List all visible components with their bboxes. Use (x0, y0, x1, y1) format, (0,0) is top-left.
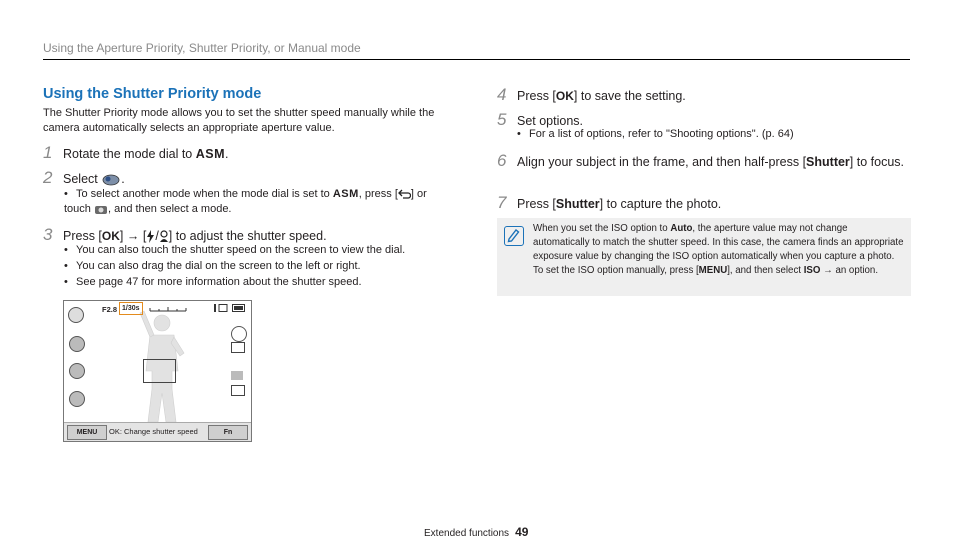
scene-icon (69, 336, 85, 352)
step-2 (43, 168, 125, 188)
step-text: Select . (63, 172, 125, 186)
back-icon (398, 189, 411, 199)
ok-button-icon: OK (101, 229, 120, 243)
section-title: Using the Shutter Priority mode (43, 86, 262, 102)
step-4 (497, 85, 686, 105)
step-3-bullets (64, 243, 454, 290)
footer-label: Extended functions (424, 528, 510, 539)
step-3 (43, 225, 327, 245)
step-number: 2 (43, 168, 53, 187)
step-number: 7 (497, 193, 507, 212)
step-1 (43, 143, 229, 163)
step-number: 1 (43, 143, 53, 162)
note-box (497, 218, 911, 296)
page-number: 49 (515, 525, 529, 539)
flash-icon (146, 230, 155, 243)
menu-button[interactable]: MENU (67, 425, 107, 440)
step-text: Press [OK] to save the setting. (517, 89, 686, 103)
step-number: 5 (497, 110, 507, 129)
flash-icon (231, 326, 247, 342)
ok-button-icon: OK (555, 89, 574, 103)
list-item: • You can also touch the shutter speed on the screen to view the dial. (64, 244, 406, 256)
metering-icon (231, 385, 245, 396)
face-detect-icon (69, 363, 85, 379)
step-text: Rotate the mode dial to ASM. (63, 147, 229, 161)
step-text: Press [OK] → [ / ] to adjust the shutter speed. (63, 229, 327, 243)
mode-icon (68, 307, 84, 323)
step-2-bullet: • To select another mode when the mode dial is set to ASM, press [ ] or touch , and then select a mode. (64, 188, 427, 215)
step-5-bullet: • For a list of options, refer to "Shooting options". (p. 64) (517, 128, 794, 140)
step-number: 6 (497, 151, 507, 170)
photo-size-icon (231, 342, 245, 353)
memory-icon (214, 304, 228, 312)
aperture-value: F2.8 (102, 305, 118, 314)
step-6 (497, 151, 907, 171)
step-text: Press [Shutter] to capture the photo. (517, 197, 722, 211)
fn-button[interactable]: Fn (208, 425, 248, 440)
shutter-key: Shutter (555, 197, 600, 211)
step-number: 3 (43, 225, 53, 244)
smart-filter-icon (69, 391, 85, 407)
focus-frame (143, 359, 176, 383)
note-text: When you set the ISO option to Auto, the aperture value may not change automatically to match the shutter speed. In this case, the camera finds an appropriate exposure value by changing the ISO option automatically when you capture a photo. To set the ISO option manually, press [MENU], and then select ISO → an option. (533, 223, 904, 276)
step-text: Set options. (517, 114, 584, 128)
shutter-priority-mode-icon (101, 173, 121, 186)
list-item: • You can also drag the dial on the screen to the left or right. (64, 260, 361, 272)
timer-icon (159, 230, 169, 243)
mode-icon (94, 204, 108, 215)
page-footer (424, 525, 528, 539)
ois-icon (231, 371, 243, 380)
shutter-key: Shutter (806, 155, 850, 169)
step-number: 4 (497, 85, 507, 104)
camera-screen (63, 300, 252, 442)
mode-asm-icon: ASM (332, 188, 359, 200)
camera-bottom-bar (64, 422, 251, 441)
menu-key: MENU (698, 265, 728, 276)
shutter-speed-value[interactable]: 1/30s (119, 302, 143, 315)
exposure-scale-icon (149, 304, 187, 313)
list-item: • See page 47 for more information about the shutter speed. (64, 276, 362, 288)
step-text: Align your subject in the frame, and then half-press [Shutter] to focus. (517, 155, 904, 169)
ok-hint: OK: Change shutter speed (109, 427, 198, 436)
mode-asm-icon: ASM (195, 147, 226, 161)
note-pencil-icon (504, 226, 524, 246)
battery-icon (232, 304, 246, 312)
step-7 (497, 193, 721, 213)
page-header: Using the Aperture Priority, Shutter Priority, or Manual mode (43, 41, 361, 55)
section-intro: The Shutter Priority mode allows you to set the shutter speed manually while the camera automatically selects an appropriate aperture value. (43, 107, 435, 134)
header-divider (43, 59, 910, 60)
